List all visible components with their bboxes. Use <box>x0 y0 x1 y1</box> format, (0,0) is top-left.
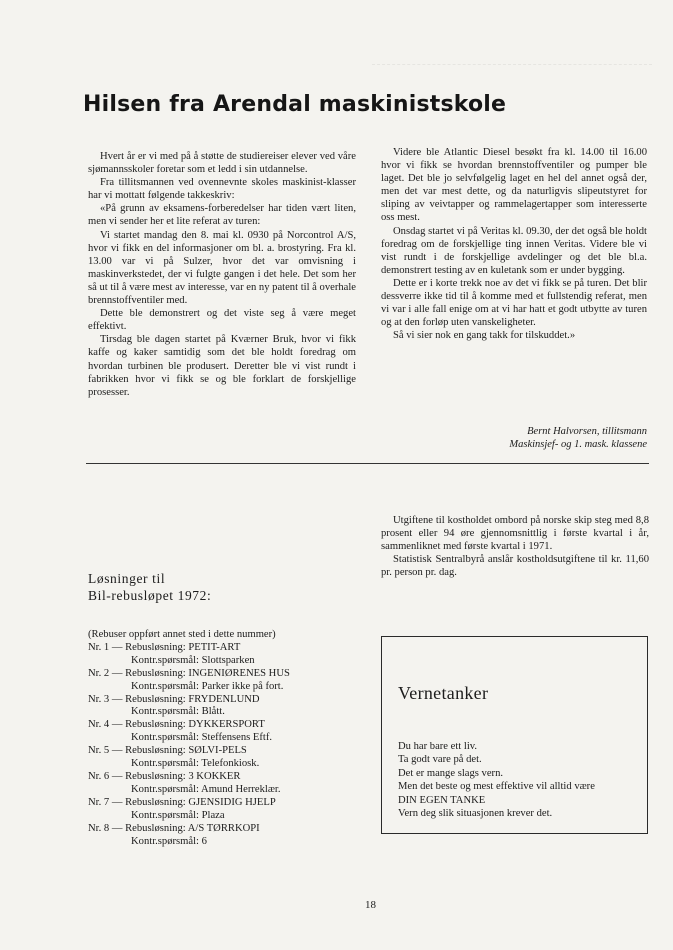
signature-name: Bernt Halvorsen, tillitsmann <box>527 426 647 437</box>
paragraph: Videre ble Atlantic Diesel besøkt fra kl. 14.00 til 16.00 hvor vi fikk se hvordan brennstoffventiler og pumper ble laget. Det ble jo selvfølgelig laget en hel del annet også der, men det var mest dette, og da naturligvis slipeutstyret for sliping av veivtapper og rammelagertapper som interesserte oss mest. <box>381 147 647 224</box>
list-item <box>88 771 368 797</box>
kosthold-notice <box>381 514 649 579</box>
paragraph: Dette er i korte trekk noe av det vi fikk se på turen. Det blir dessverre ikke tid til å komme med et fullstendig referat, men vi var i alle fall enige om at vi har hatt et godt utbytte av turen og at den forløp uten vanskeligheter. <box>381 277 647 329</box>
losninger-list <box>88 629 368 848</box>
rebus-solution: Nr. 2 — Rebusløsning: INGENIØRENES HUS <box>88 667 290 679</box>
paragraph: Vi startet mandag den 8. mai kl. 0930 på Norcontrol A/S, hvor vi fikk en del informasjoner om bl. a. brostyring. Fra kl. 13.00 var vi på Sulzer, hvor det var omvisning i maskinverkstedet, der vi fulgte gangen i det hele. Det som her så ut til å være mest av interesse, var en ny patent til å overhale brennstoffventiler med. <box>88 229 356 307</box>
poem-line: Du har bare ett liv. <box>398 741 478 752</box>
list-item <box>88 668 368 694</box>
control-question: Kontr.spørsmål: Amund Herreklær. <box>131 783 281 795</box>
rebus-solution: Nr. 5 — Rebusløsning: SØLVI-PELS <box>88 745 247 757</box>
control-question: Kontr.spørsmål: Steffensens Eftf. <box>131 732 273 744</box>
list-item <box>88 823 368 849</box>
signature-role: Maskinsjef- og 1. mask. klassene <box>509 439 647 450</box>
control-question: Kontr.spørsmål: Blått. <box>131 706 225 718</box>
control-question: Kontr.spørsmål: Telefonkiosk. <box>131 758 260 770</box>
list-item <box>88 797 368 823</box>
list-item <box>88 642 368 668</box>
paragraph: Dette ble demonstrert og det viste seg å være meget effektivt. <box>88 308 356 333</box>
article-divider <box>86 463 649 464</box>
vernetanker-poem <box>398 740 643 820</box>
control-question: Kontr.spørsmål: Plaza <box>131 809 225 821</box>
article-left-column <box>88 150 356 399</box>
paragraph: Statistisk Sentralbyrå anslår kostholdsutgiftene til kr. 11,60 pr. person pr. dag. <box>381 554 649 579</box>
bleed-through-heading <box>372 52 652 65</box>
vernetanker-box <box>381 636 648 834</box>
paragraph: Onsdag startet vi på Veritas kl. 09.30, der det også ble holdt foredrag om de forskjellige ting innen Veritas. Videre ble vi vist rundt i de forskjellige avdelinger og det ble bl.a. demonstrert testing av en kuletank som er under bygging. <box>381 225 647 276</box>
signature <box>381 425 647 451</box>
paragraph: «På grunn av eksamens-forberedelser har tiden vært liten, men vi sender her et lite referat av turen: <box>88 203 356 228</box>
page-number: 18 <box>365 899 376 911</box>
rebus-solution: Nr. 3 — Rebusløsning: FRYDENLUND <box>88 693 260 705</box>
article-title: Hilsen fra Arendal maskinistskole <box>83 92 507 117</box>
rebus-solution: Nr. 6 — Rebusløsning: 3 KOKKER <box>88 770 241 782</box>
paragraph: Utgiftene til kostholdet ombord på norske skip steg med 8,8 prosent eller 94 øre gjennomsnittlig i første kvartal i år, sammenliknet med første kvartal i 1971. <box>381 515 649 553</box>
list-item <box>88 694 368 720</box>
paragraph: Så vi sier nok en gang takk for tilskuddet.» <box>393 330 576 342</box>
list-item <box>88 745 368 771</box>
losninger-title-line1: Løsninger til <box>88 571 166 586</box>
vernetanker-title: Vernetanker <box>398 683 489 703</box>
article-right-column <box>381 146 647 342</box>
poem-line: Vern deg slik situasjonen krever det. <box>398 808 553 820</box>
rebus-solution: Nr. 4 — Rebusløsning: DYKKERSPORT <box>88 719 265 731</box>
rebus-solution: Nr. 1 — Rebusløsning: PETIT-ART <box>88 641 241 653</box>
paragraph: Tirsdag ble dagen startet på Kværner Bruk, hvor vi fikk kaffe og kaker samtidig som det ble holdt foredrag om hvordan turbinen ble produsert. Deretter ble vi vist rundt i fabrikken hvor vi fikk se og ble forklart de forskjellige prosesser. <box>88 334 356 398</box>
paragraph: Fra tillitsmannen ved ovennevnte skoles maskinist-klasser har vi mottatt følgende takkeskriv: <box>88 177 356 202</box>
poem-line: DIN EGEN TANKE <box>398 794 486 806</box>
losninger-title <box>88 570 358 604</box>
poem-line: Men det beste og mest effektive vil alltid være <box>398 781 595 793</box>
rebus-solution: Nr. 7 — Rebusløsning: GJENSIDIG HJELP <box>88 796 276 808</box>
rebus-solution: Nr. 8 — Rebusløsning: A/S TØRRKOPI <box>88 822 260 834</box>
control-question: Kontr.spørsmål: Parker ikke på fort. <box>131 680 284 692</box>
poem-line: Ta godt vare på det. <box>398 754 482 766</box>
control-question: Kontr.spørsmål: 6 <box>131 835 207 847</box>
list-item <box>88 719 368 745</box>
control-question: Kontr.spørsmål: Slottsparken <box>131 654 255 666</box>
paragraph: Hvert år er vi med på å støtte de studiereiser elever ved våre sjømannsskoler foretar som et ledd i sin utdannelse. <box>88 151 356 176</box>
losninger-note: (Rebuser oppført annet sted i dette nummer) <box>88 629 276 640</box>
poem-line: Det er mange slags vern. <box>398 767 504 779</box>
losninger-title-line2: Bil-rebusløpet 1972: <box>88 588 212 603</box>
